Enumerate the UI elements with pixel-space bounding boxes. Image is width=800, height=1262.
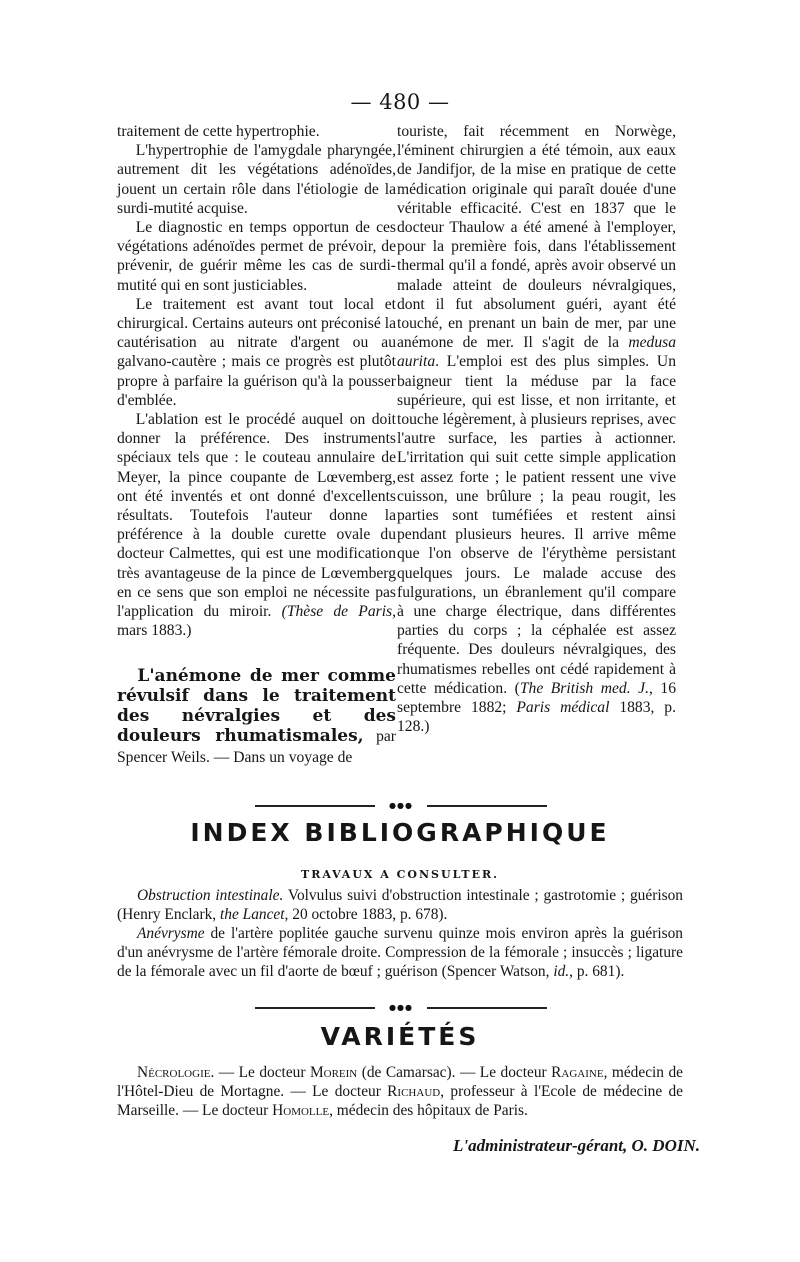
left-column: [117, 122, 396, 768]
travaux-heading: TRAVAUX A CONSULTER.: [301, 868, 499, 881]
source-paris-medical: Paris médical: [516, 699, 610, 717]
thesis-date: mars 1883.): [117, 622, 192, 640]
nec-text-5: , médecin des hôpitaux de Paris.: [329, 1102, 528, 1119]
rule2-line-left: [255, 1007, 375, 1009]
right-text-a: touriste, fait récemment en Norwège, l'éminent chirurgien a été témoin, aux eaux de Jandifjor, de la mise en pratique de cette médication originale qui paraît douée d'une véritable efficacité. C'est en 1837 que le docteur Thaulow a été amené à l'employer, pour la première fois, dans l'établissement thermal qu'il a fondé, après avoir observé un malade atteint de douleurs névralgiques, dont il fut absolument guéri, ayant été touché, en prenant un bain de mer, par une anémone de mer. Il s'agit de la: [397, 123, 676, 352]
right-text-c: , 16 septembre 1882;: [397, 679, 676, 717]
bib-entry-2-journal: id.: [553, 963, 570, 980]
nec-text-1: — Le docteur: [214, 1064, 310, 1081]
source-british-med: The British med. J.: [519, 679, 649, 697]
left-paragraph-1: traitement de cette hypertrophie.: [117, 123, 320, 140]
left-paragraph-2: L'hypertrophie de l'amygdale pharyngée, autrement dit les végétations adénoïdes, jouent un certain rôle dans l'étiologie de la surdi-mutité acquise.: [117, 142, 396, 217]
bib-entry-2-text: de l'artère poplitée gauche survenu quinze mois environ après la guérison d'un anévrysme de l'artère fémorale droite. Compression de la fémorale ; insuccès ; ligature de la fémorale avec un fil d'aorte de bœuf ; guérison (Spencer Watson,: [117, 925, 683, 980]
left-paragraph-4: Le traitement est avant tout local et chirurgical. Certains auteurs ont préconisé la cautérisation au nitrate d'argent ou au galvano-cautère ; mais ce progrès est plutôt propre à parfaire la guérison qu'à la pousser d'emblée.: [117, 295, 396, 409]
bib-entry-1-text: Volvulus suivi d'obstruction intestinale ; gastrotomie ; guérison (Henry Enclark,: [117, 887, 683, 923]
bib-entry-1-title: Obstruction intestinale.: [137, 887, 284, 904]
section-anemone-author: par Spencer Weils. — Dans un voyage de: [117, 728, 396, 767]
necrologie: [117, 1063, 683, 1120]
species-name: medusa aurita: [397, 334, 676, 371]
right-column: [397, 122, 676, 737]
rule-line-right: [427, 805, 547, 807]
left-paragraph-3: Le diagnostic en temps opportun de ces végétations adénoïdes permet de prévoir, de prévenir, de guérir même les cas de surdi-mutité qui en sont justiciables.: [117, 219, 396, 294]
varietes-heading: VARIÉTÉS: [320, 1022, 480, 1051]
right-text-b: . L'emploi est des plus simples. Un baigneur tient la méduse par la face supérieure, qui est lisse, et non irritante, et touche légèrement, à plusieurs reprises, avec l'autre surface, les parties à actionner. L'irritation qui suit cette simple application est assez forte ; le patient ressent une vive cuisson, une brûlure ; la peau rougit, les parties sont tuméfiées et restent ainsi pendant plusieurs heures. Il arrive même que l'on observe de l'érythème persistant quelques jours. Le malade accuse des fulgurations, un ébranlement qu'il compare à une charge électrique, dans différentes parties du corps ; la céphalée est assez fréquente. Des douleurs névralgiques, des rhumatismes rebelles ont cédé rapidement à cette médication. (: [397, 353, 676, 697]
rule-line-left: [255, 805, 375, 807]
ornamental-rule-2: [255, 1003, 547, 1012]
bib-entry-1-date: , 20 octobre 1883, p. 678).: [284, 906, 448, 923]
bib-entry-anevrysme: [117, 924, 683, 981]
thesis-citation: (Thèse de Paris,: [281, 603, 396, 621]
nec-text-3: , médecin de l'Hôtel-Dieu de Mortagne. — Le docteur: [117, 1064, 683, 1100]
rule-ornament: ●●●: [389, 801, 413, 810]
bib-entry-2-page: , p. 681).: [569, 963, 625, 980]
rule2-ornament: ●●●: [389, 1003, 413, 1012]
ornamental-rule: [255, 801, 547, 810]
nec-text-4: , professeur à l'Ecole de médecine de Marseille. — Le docteur: [117, 1083, 683, 1119]
nec-name-3: Richaud: [387, 1083, 441, 1100]
rule2-line-right: [427, 1007, 547, 1009]
section-anemone: [117, 666, 396, 768]
necrologie-paragraph: [117, 1063, 683, 1120]
bib-entry-obstruction: [117, 886, 683, 924]
bibliography: [117, 886, 683, 981]
necrologie-label: Nécrologie.: [137, 1064, 215, 1081]
nec-text-2: (de Camarsac). — Le docteur: [357, 1064, 552, 1081]
signature: L'administrateur-gérant, O. DOIN.: [453, 1136, 700, 1155]
index-heading: INDEX BIBLIOGRAPHIQUE: [190, 818, 610, 847]
bib-entry-2-title: Anévrysme: [137, 925, 205, 942]
bib-entry-1-journal: the Lancet: [220, 906, 285, 923]
nec-name-1: Morein: [309, 1064, 358, 1081]
left-paragraph-5-text: L'ablation est le procédé auquel on doit donner la préférence. Des instruments spéciaux tels que : le couteau annulaire de Meyer, la pince coupante de Lœvemberg, ont été inventés et ont donné d'excellents résultats. Toutefois l'auteur donne la préférence à la double curette ovale du docteur Calmettes, qui est une modification très avantageuse de la pince de Lœvemberg en ce sens que son emploi ne nécessite pas l'application du miroir.: [117, 411, 396, 621]
right-paragraph-1: [397, 122, 676, 737]
section-anemone-title: L'anémone de mer comme révulsif dans le traitement des névralgies et des douleurs rhumatismales,: [117, 666, 396, 747]
page-number: — 480 —: [350, 90, 450, 114]
right-text-d: 1883, p. 128.): [397, 699, 676, 736]
nec-name-4: Homolle: [272, 1102, 330, 1119]
nec-name-2: Ragaine: [551, 1064, 604, 1081]
left-paragraph-5: [117, 410, 396, 640]
